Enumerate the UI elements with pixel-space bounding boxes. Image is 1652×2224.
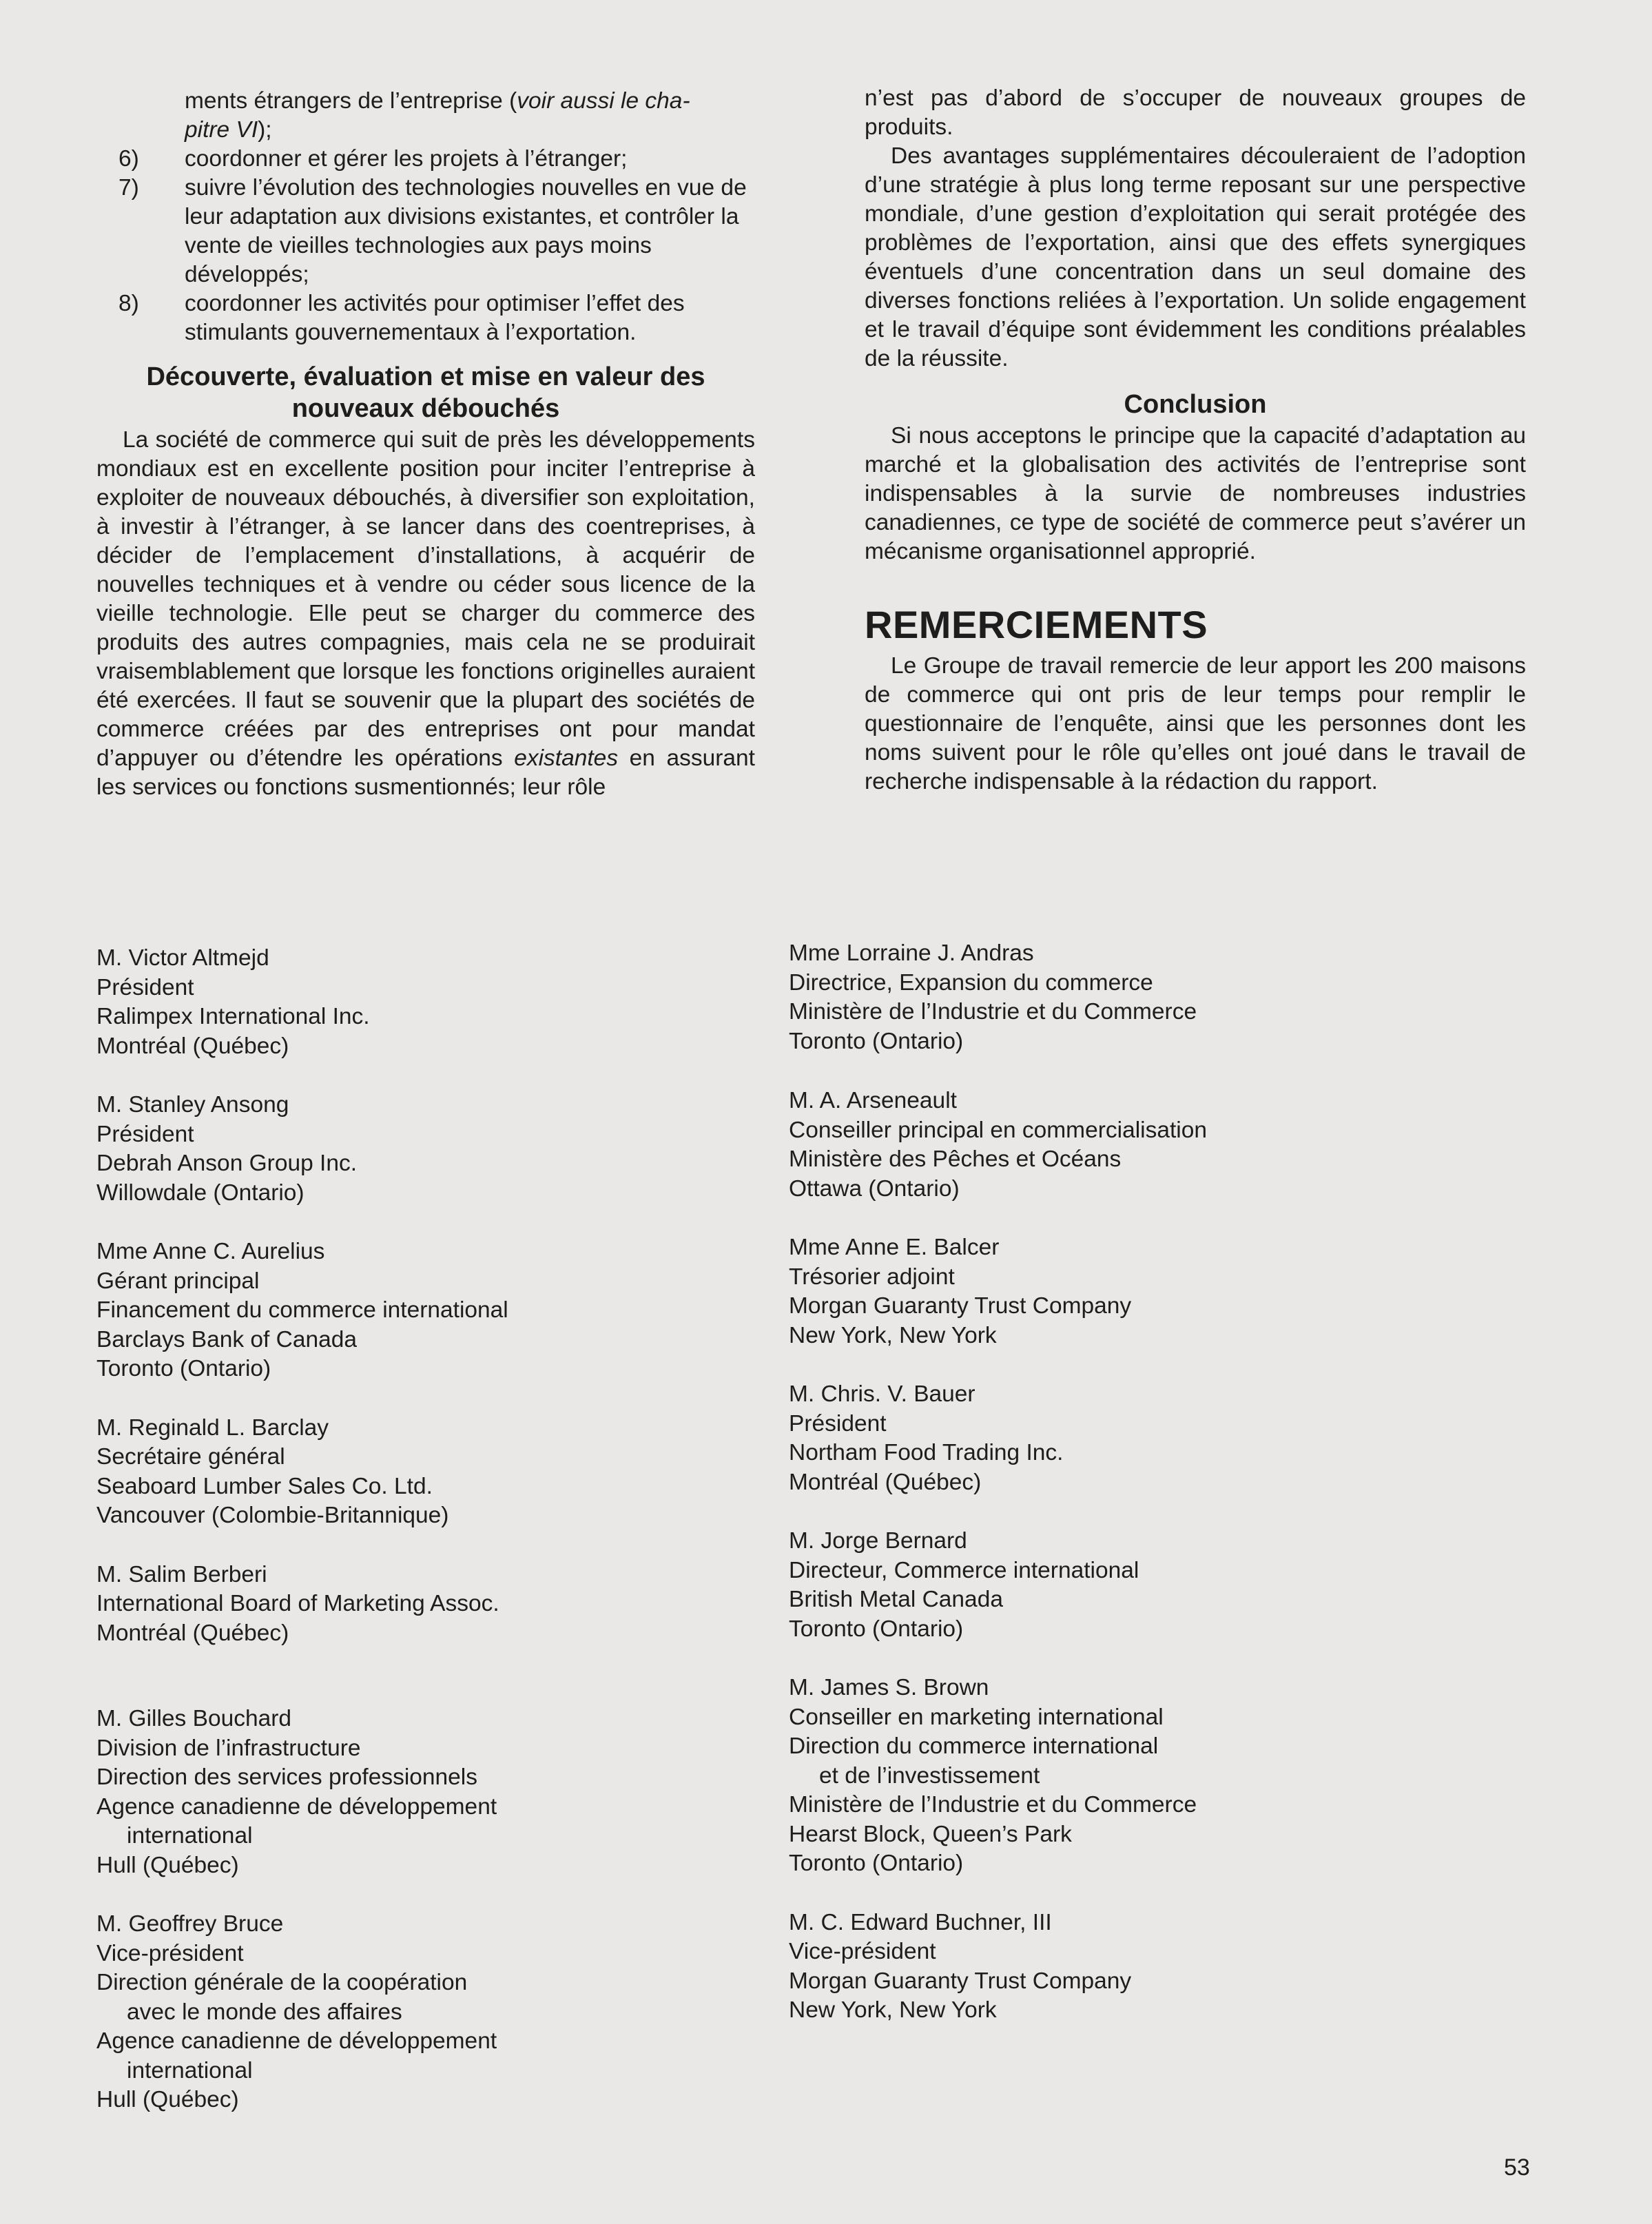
entry-name: M. Victor Altmejd xyxy=(96,945,269,971)
acknowledgement-entry xyxy=(96,1561,716,1649)
acknowledgements-right-column xyxy=(789,939,1478,2055)
paragraph-text-end: en assurant les services ou fonctions susmentionnés; leur rôle xyxy=(96,745,755,800)
entry-detail-line: Ministère des Pêches et Océans xyxy=(789,1146,1122,1172)
list-item-number: 8) xyxy=(118,291,139,316)
remerciements-paragraph xyxy=(865,652,1526,796)
acknowledgement-entry xyxy=(96,1414,716,1531)
entry-detail-line: Président xyxy=(789,1410,887,1437)
entry-detail-line: Président xyxy=(96,974,194,1000)
entry-detail-line: Division de l’infrastructure xyxy=(96,1735,361,1761)
section-heading-line-1: Découverte, évaluation et mise en valeur des xyxy=(146,362,705,391)
acknowledgement-entry xyxy=(789,1674,1478,1879)
conclusion-paragraph xyxy=(865,422,1526,566)
acknowledgements-left-column xyxy=(96,944,716,2145)
list-continuation xyxy=(96,87,755,145)
entry-detail-line: Northam Food Trading Inc. xyxy=(789,1440,1064,1465)
entry-name: M. C. Edward Buchner, III xyxy=(789,1909,1052,1935)
advantages-paragraph xyxy=(865,142,1526,373)
remerciements-heading: REMERCIEMENTS xyxy=(865,603,1208,646)
entry-detail-line: Hearst Block, Queen’s Park xyxy=(789,1821,1072,1847)
entry-detail-line: Willowdale (Ontario) xyxy=(96,1180,304,1206)
entry-detail-line: Directrice, Expansion du commerce xyxy=(789,969,1153,996)
entry-detail-line: Conseiller en marketing international xyxy=(789,1704,1164,1730)
list-item-number: 7) xyxy=(118,175,139,200)
entry-detail-line: British Metal Canada xyxy=(789,1587,1003,1612)
entry-detail-line: Morgan Guaranty Trust Company xyxy=(789,1968,1132,1994)
acknowledgement-entry xyxy=(96,944,716,1061)
list-item-number: 6) xyxy=(118,146,139,172)
list-item-text: suivre l’évolution des technologies nouvelles en vue de leur adaptation aux divisions existantes, et contrôler la vente de vieilles technologies aux pays moins développés; xyxy=(185,175,747,287)
entry-detail-line: Directeur, Commerce international xyxy=(789,1557,1139,1583)
entry-detail-line: New York, New York xyxy=(789,1997,997,2023)
entry-detail-line: Toronto (Ontario) xyxy=(789,1616,964,1642)
list-item xyxy=(96,289,755,347)
paragraph-italic: existantes xyxy=(514,745,619,771)
entry-name: M. Chris. V. Bauer xyxy=(789,1381,975,1407)
entry-detail-line: Ottawa (Ontario) xyxy=(789,1175,960,1202)
list-continuation-end: ); xyxy=(258,117,272,143)
entry-detail-line: Ministère de l’Industrie et du Commerce xyxy=(789,999,1197,1025)
advantages-paragraph-text: Des avantages supplémentaires découleraient de l’adoption d’une stratégie à plus long terme reposant sur une perspective mondiale, d’une gestion d’exploitation qui serait protégée des problèmes de l’exportation, ainsi que des effets synergiques éventuels d’une concentration dans un seul domaine des diverses fonctions reliées à l’exportation. Un solide engagement et le travail d’équipe sont évidemment les conditions préalables de la réussite. xyxy=(865,143,1526,371)
entry-detail-line: Ministère de l’Industrie et du Commerce xyxy=(789,1792,1197,1818)
entry-detail-line: Debrah Anson Group Inc. xyxy=(96,1151,358,1176)
list-continuation-italic: voir aussi le cha- xyxy=(517,88,690,114)
entry-name: Mme Lorraine J. Andras xyxy=(789,940,1034,966)
list-item-text: coordonner et gérer les projets à l’étranger; xyxy=(185,146,628,172)
entry-name: M. Salim Berberi xyxy=(96,1561,267,1587)
left-column-top xyxy=(96,87,755,802)
entry-name: Mme Anne C. Aurelius xyxy=(96,1239,325,1264)
entry-detail-line: Toronto (Ontario) xyxy=(789,1028,964,1054)
entry-detail-line: Hull (Québec) xyxy=(96,1852,239,1878)
entry-detail-line: International Board of Marketing Assoc. xyxy=(96,1591,499,1616)
entry-detail-line: Toronto (Ontario) xyxy=(96,1356,271,1381)
entry-detail-line: Montréal (Québec) xyxy=(96,1033,289,1059)
entry-detail-line: Financement du commerce international xyxy=(96,1297,508,1323)
entry-detail-line: Gérant principal xyxy=(96,1268,260,1294)
conclusion-heading: Conclusion xyxy=(1124,390,1267,419)
list-continuation-italic-2: pitre VI xyxy=(185,117,258,143)
entry-detail-line: et de l’investissement xyxy=(819,1762,1040,1789)
entry-detail-line: New York, New York xyxy=(789,1322,997,1348)
entry-name: M. Stanley Ansong xyxy=(96,1092,289,1118)
page-number: 53 xyxy=(1504,2154,1530,2181)
entry-detail-line: Morgan Guaranty Trust Company xyxy=(789,1293,1132,1319)
entry-name: M. Geoffrey Bruce xyxy=(96,1911,284,1937)
acknowledgement-entry xyxy=(96,1237,716,1384)
list-continuation-text: ments étrangers de l’entreprise ( xyxy=(185,88,517,114)
entry-name: M. Reginald L. Barclay xyxy=(96,1414,329,1441)
section-heading-line-2: nouveaux débouchés xyxy=(291,394,560,423)
section-paragraph xyxy=(96,426,755,802)
entry-detail-line: Agence canadienne de développement xyxy=(96,1793,497,1820)
entry-detail-line: Montréal (Québec) xyxy=(96,1620,289,1646)
entry-name: Mme Anne E. Balcer xyxy=(789,1235,1000,1260)
remerciements-text: Le Groupe de travail remercie de leur apport les 200 maisons de commerce qui ont pris de leur temps pour remplir le questionnaire de l’enquête, ainsi que les personnes dont les noms suivent pour le rôle qu’elles ont joué dans le travail de recherche indispensable à la rédaction du rapport. xyxy=(865,653,1526,794)
entry-detail-line: Toronto (Ontario) xyxy=(789,1851,964,1876)
acknowledgement-entry xyxy=(96,1910,716,2115)
entry-detail-line: Montréal (Québec) xyxy=(789,1469,982,1495)
entry-detail-line: international xyxy=(127,1823,253,1849)
list-item xyxy=(96,145,755,174)
right-column-top xyxy=(865,84,1526,796)
entry-detail-line: Direction des services professionnels xyxy=(96,1764,477,1790)
list-item-text: coordonner les activités pour optimiser l’effet des stimulants gouvernementaux à l’exportation. xyxy=(185,291,685,345)
entry-detail-line: Vice-président xyxy=(789,1939,936,1964)
entry-detail-line: Direction du commerce international xyxy=(789,1733,1159,1759)
entry-detail-line: Conseiller principal en commercialisation xyxy=(789,1117,1207,1143)
entry-detail-line: Président xyxy=(96,1121,194,1147)
entry-detail-line: Ralimpex International Inc. xyxy=(96,1004,370,1029)
entry-name: M. Jorge Bernard xyxy=(789,1528,967,1554)
entry-detail-line: Vice-président xyxy=(96,1940,244,1966)
acknowledgement-entry xyxy=(789,1087,1478,1204)
section-heading xyxy=(96,361,755,424)
continued-paragraph-text: n’est pas d’abord de s’occuper de nouveaux groupes de produits. xyxy=(865,85,1526,140)
acknowledgement-entry xyxy=(96,1705,716,1880)
acknowledgement-entry xyxy=(789,1233,1478,1350)
acknowledgement-entry xyxy=(789,939,1478,1056)
entry-detail-line: avec le monde des affaires xyxy=(127,1999,402,2025)
entry-detail-line: Secrétaire général xyxy=(96,1444,285,1470)
entry-detail-line: Hull (Québec) xyxy=(96,2087,239,2112)
acknowledgement-entry xyxy=(789,1908,1478,2026)
entry-detail-line: Agence canadienne de développement xyxy=(96,2028,497,2054)
list-item xyxy=(96,174,755,289)
entry-name: M. Gilles Bouchard xyxy=(96,1706,291,1731)
entry-detail-line: Seaboard Lumber Sales Co. Ltd. xyxy=(96,1473,433,1499)
entry-detail-line: Barclays Bank of Canada xyxy=(96,1326,358,1352)
conclusion-text: Si nous acceptons le principe que la capacité d’adaptation au marché et la globalisation des activités de l’entreprise sont indispensables à la survie de nombreuses industries canadiennes, ce type de société de commerce peut s’avérer un mécanisme organisationnel approprié. xyxy=(865,423,1526,564)
entry-name: M. A. Arseneault xyxy=(789,1088,957,1113)
acknowledgement-entry xyxy=(789,1527,1478,1644)
acknowledgement-entry xyxy=(96,1091,716,1208)
entry-detail-line: international xyxy=(127,2057,253,2083)
entry-name: M. James S. Brown xyxy=(789,1675,989,1700)
continued-paragraph xyxy=(865,84,1526,142)
entry-detail-line: Vancouver (Colombie-Britannique) xyxy=(96,1503,449,1528)
acknowledgement-entry xyxy=(789,1380,1478,1497)
entry-detail-line: Direction générale de la coopération xyxy=(96,1970,468,1995)
paragraph-text: La société de commerce qui suit de près les développements mondiaux est en excellente position pour inciter l’entreprise à exploiter de nouveaux débouchés, à diversifier son exploitation, à investir à l’étranger, à se lancer dans des coentreprises, à décider de l’emplacement d’installations, à acquérir de nouvelles techniques et à vendre ou céder sous licence de la vieille technologie. Elle peut se charger du commerce des produits des autres compagnies, mais cela ne se produirait vraisemblablement que lorsque les fonctions originelles auraient été exercées. Il faut se souvenir que la plupart des sociétés de commerce créées par des entreprises ont pour mandat d’appuyer ou d’étendre les opérations xyxy=(96,427,755,771)
entry-detail-line: Trésorier adjoint xyxy=(789,1264,955,1290)
